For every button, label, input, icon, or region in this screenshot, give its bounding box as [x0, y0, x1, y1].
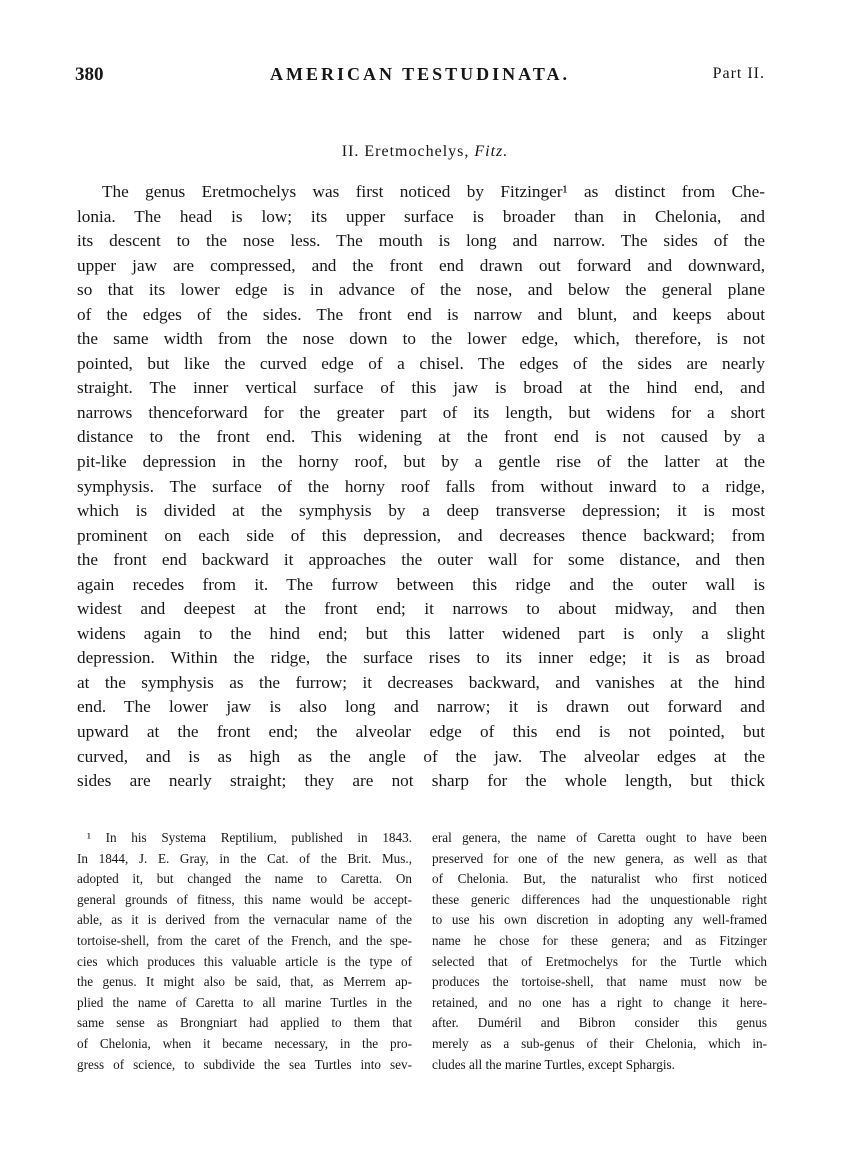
- body-text-line: lonia. The head is low; its upper surface is broader than in Chelonia, and: [77, 206, 765, 226]
- body-text-line: pit-like depression in the horny roof, but by a gentle rise of the latter at the: [77, 452, 765, 472]
- footnote-line: of Chelonia, when it became necessary, in the pro-: [77, 1035, 412, 1051]
- body-text-line: widens again to the hind end; but this latter widened part is only a slight: [77, 623, 765, 643]
- footnote-line: general grounds of fitness, this name would be accept-: [77, 891, 412, 907]
- body-text-line: narrows thenceforward for the greater part of its length, but widens for a short: [77, 402, 765, 422]
- body-text-line: end. The lower jaw is also long and narrow; it is drawn out forward and: [77, 697, 765, 717]
- body-text: [77, 180, 765, 794]
- footnote-line: of Chelonia. But, the naturalist who first noticed: [432, 871, 767, 887]
- body-text-line: straight. The inner vertical surface of this jaw is broad at the hind end, and: [77, 378, 765, 398]
- footnote-line: gress of science, to subdivide the sea Turtles into sev-: [77, 1056, 412, 1072]
- section-heading-author: Fitz.: [474, 143, 509, 160]
- body-text-line: at the symphysis as the furrow; it decreases backward, and vanishes at the hind: [77, 672, 765, 692]
- footnote-line: eral genera, the name of Caretta ought to have been: [432, 830, 767, 845]
- footnote-line: produces the tortoise-shell, that name must now be: [432, 974, 767, 990]
- footnote-column-right: [432, 828, 767, 1075]
- part-label: Part II.: [712, 65, 765, 82]
- body-text-line: widest and deepest at the front end; it narrows to about midway, and then: [77, 599, 765, 619]
- body-text-line: so that its lower edge is in advance of the nose, and below the general plane: [77, 280, 765, 300]
- footnote-line: these generic differences had the unquestionable right: [432, 891, 767, 907]
- body-text-line: again recedes from it. The furrow between this ridge and the outer wall is: [77, 574, 765, 594]
- body-text-line: depression. Within the ridge, the surface rises to its inner edge; it is as broad: [77, 648, 765, 668]
- body-text-line: upper jaw are compressed, and the front end drawn out forward and downward,: [77, 255, 765, 275]
- footnote-line: plied the name of Caretta to all marine Turtles in the: [77, 994, 412, 1010]
- section-heading-genus: II. Eretmochelys,: [341, 143, 470, 160]
- footnote-line: adopted it, but changed the name to Caretta. On: [77, 871, 412, 887]
- running-title: AMERICAN TESTUDINATA.: [269, 64, 571, 84]
- footnote-line: name he chose for these genera; and as Fitzinger: [432, 932, 767, 948]
- body-text-line: which is divided at the symphysis by a deep transverse depression; it is most: [77, 501, 765, 521]
- body-text-line: pointed, but like the curved edge of a chisel. The edges of the sides are nearly: [77, 353, 765, 373]
- body-text-line: sides are nearly straight; they are not sharp for the whole length, but thick: [77, 771, 765, 791]
- body-text-line: upward at the front end; the alveolar edge of this end is not pointed, but: [77, 722, 765, 742]
- body-text-line: the same width from the nose down to the lower edge, which, therefore, is not: [77, 329, 765, 349]
- footnote-line: merely as a sub-genus of their Chelonia, which in-: [432, 1035, 767, 1051]
- body-text-line: curved, and is as high as the angle of the jaw. The alveolar edges at the: [77, 746, 765, 766]
- body-text-line: of the edges of the sides. The front end is narrow and blunt, and keeps about: [77, 304, 765, 324]
- footnote-line: after. Duméril and Bibron consider this genus: [432, 1015, 767, 1031]
- footnote-line: the genus. It might also be said, that, as Merrem ap-: [77, 974, 412, 990]
- footnote-line: tortoise-shell, from the caret of the French, and the spe-: [77, 932, 412, 948]
- body-text-line: The genus Eretmochelys was first noticed by Fitzinger¹ as distinct from Che-: [102, 182, 765, 201]
- footnote-line: to use his own discretion in adopting any well-framed: [432, 912, 767, 928]
- footnote-line: preserved for one of the new genera, as well as that: [432, 850, 767, 866]
- section-heading: [0, 143, 850, 161]
- body-text-line: prominent on each side of this depression, and decreases thence backward; from: [77, 525, 765, 545]
- footnote-column-left: [77, 828, 412, 1075]
- footnote-line: cludes all the marine Turtles, except Sphargis.: [432, 1056, 675, 1072]
- footnote-line: able, as it is derived from the vernacular name of the: [77, 912, 412, 928]
- footnote-line: ¹ In his Systema Reptilium, published in 1843.: [87, 830, 412, 845]
- footnote-line: retained, and no one has a right to change it here-: [432, 994, 767, 1010]
- footnote-line: In 1844, J. E. Gray, in the Cat. of the Brit. Mus.,: [77, 850, 412, 866]
- page-number: 380: [75, 64, 104, 85]
- footnote-line: selected that of Eretmochelys for the Turtle which: [432, 953, 767, 969]
- footnote-line: cies which produces this valuable article is the type of: [77, 953, 412, 969]
- running-head: [75, 64, 765, 94]
- body-text-line: the front end backward it approaches the outer wall for some distance, and then: [77, 550, 765, 570]
- body-text-line: symphysis. The surface of the horny roof falls from without inward to a ridge,: [77, 476, 765, 496]
- footnote-line: same sense as Brongniart had applied to them that: [77, 1015, 412, 1031]
- body-text-line: its descent to the nose less. The mouth is long and narrow. The sides of the: [77, 231, 765, 251]
- body-text-line: distance to the front end. This widening at the front end is not caused by a: [77, 427, 765, 447]
